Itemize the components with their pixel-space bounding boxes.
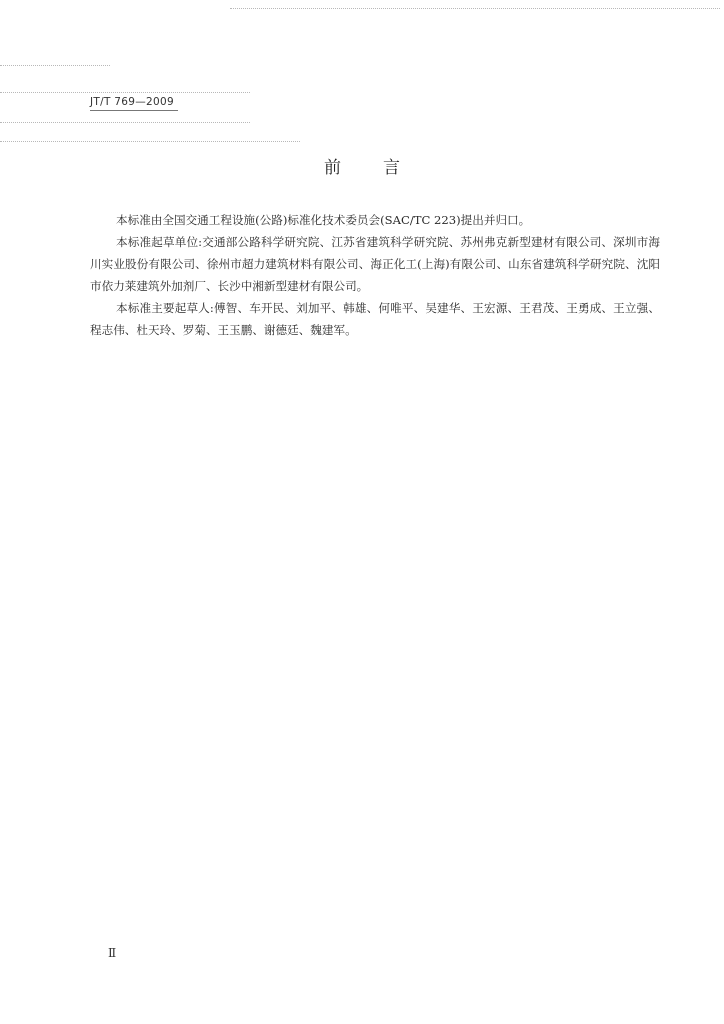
- scan-artifact-line: [0, 65, 110, 66]
- paragraph-drafting-units: 本标准起草单位:交通部公路科学研究院、江苏省建筑科学研究院、苏州弗克新型建材有限公司、深圳市海川实业股份有限公司、徐州市超力建筑材料有限公司、海正化工(上海)有限公司、山东省建筑科学研究院、沈阳市依力莱建筑外加剂厂、长沙中湘新型建材有限公司。: [90, 235, 660, 293]
- body-text: [90, 209, 660, 341]
- page-number: Ⅱ: [108, 946, 117, 960]
- document-code: JT/T 769—2009: [90, 96, 174, 108]
- scan-artifact-line: [0, 141, 300, 142]
- paragraph-drafters: 本标准主要起草人:傅智、车开民、刘加平、韩雄、何唯平、吴建华、王宏源、王君茂、王勇成、王立强、程志伟、杜天玲、罗菊、王玉鹏、谢德廷、魏建军。: [90, 301, 660, 337]
- paragraph-proposer: 本标准由全国交通工程设施(公路)标准化技术委员会(SAC/TC 223)提出并归口。: [116, 213, 531, 227]
- scan-artifact-line: [0, 122, 250, 123]
- page-title: 前言: [324, 158, 442, 178]
- scan-artifact-line: [230, 8, 720, 9]
- header-rule: [90, 110, 178, 111]
- scan-artifact-line: [0, 92, 250, 93]
